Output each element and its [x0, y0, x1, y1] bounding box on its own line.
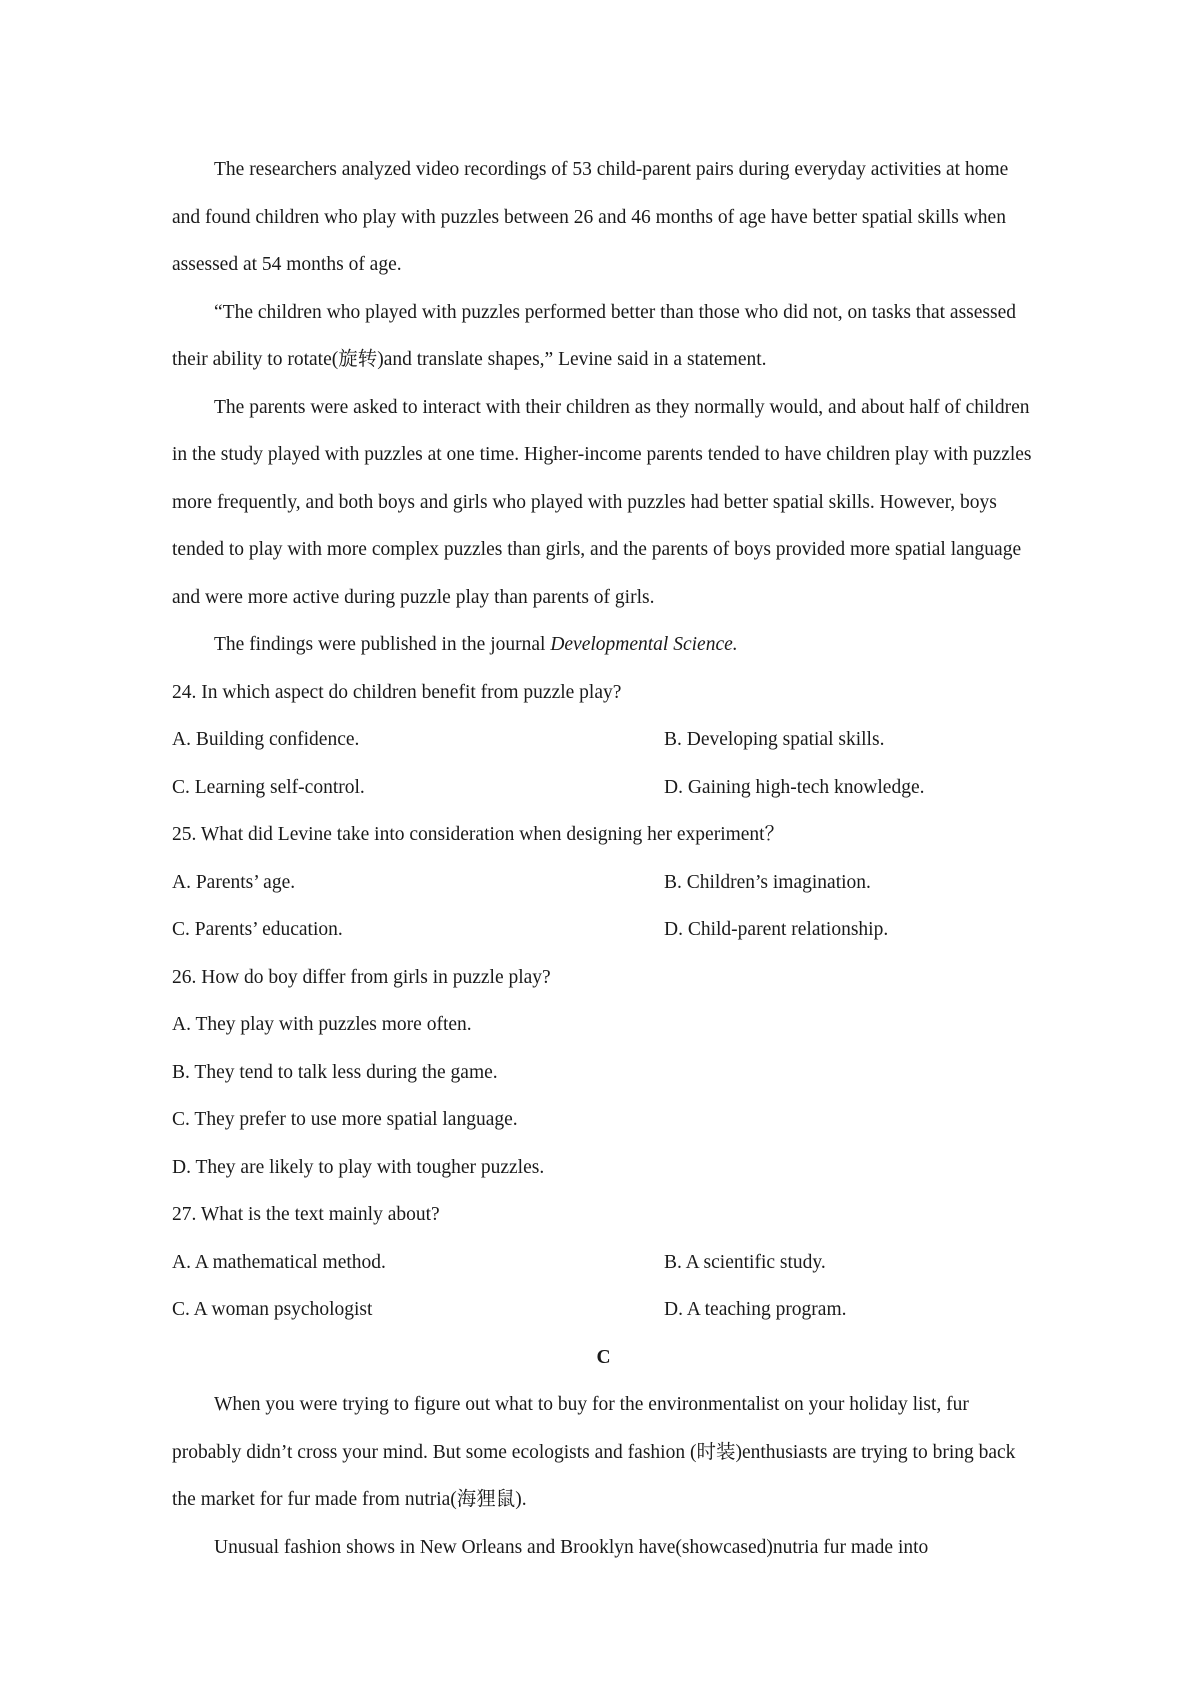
option-b: B. Children’s imagination.: [664, 871, 871, 893]
option-c: C. They prefer to use more spatial language.: [172, 1109, 518, 1130]
option-d: D. A teaching program.: [664, 1299, 847, 1320]
option-a: A. They play with puzzles more often.: [172, 1014, 472, 1035]
passage-paragraph: Unusual fashion shows in New Orleans and Brooklyn have(showcased)nutria fur made into: [214, 1536, 929, 1558]
option-c: C. A woman psychologist: [172, 1299, 373, 1320]
option-d: D. Gaining high-tech knowledge.: [664, 776, 925, 798]
option-b: B. Developing spatial skills.: [664, 729, 885, 750]
option-row: [172, 1239, 1035, 1287]
option-row: [172, 906, 1035, 954]
question-stem: 27. What is the text mainly about?: [172, 1204, 440, 1225]
option-c: C. Learning self-control.: [172, 776, 365, 798]
option-b: B. A scientific study.: [664, 1251, 826, 1273]
passage-paragraph: The researchers analyzed video recordings of 53 child-parent pairs during everyday activities at home and found children who play with puzzles between 26 and 46 months of age have better spatial skills when assessed at 54 months of age.: [172, 159, 1009, 275]
journal-name: Developmental Science.: [550, 634, 738, 655]
option-d: D. They are likely to play with tougher puzzles.: [172, 1156, 545, 1178]
option-row: [172, 716, 1035, 764]
option-c: C. Parents’ education.: [172, 919, 343, 940]
option-row: [172, 1286, 1035, 1334]
question-stem: 25. What did Levine take into consideration when designing her experiment？: [172, 824, 785, 845]
citation-text: The findings were published in the journal: [214, 634, 551, 655]
question-stem: 26. How do boy differ from girls in puzzle play?: [172, 966, 551, 988]
option-a: A. Parents’ age.: [172, 871, 296, 893]
passage-paragraph: [172, 621, 1035, 669]
option-a: A. Building confidence.: [172, 729, 360, 750]
passage-paragraph: The parents were asked to interact with their children as they normally would, and about half of children in the study played with puzzles at one time. Higher-income parents tended to have children play with puzzles more frequently, and both boys and girls who played with puzzles had better spatial skills. However, boys tended to play with more complex puzzles than girls, and the parents of boys provided more spatial language and were more active during puzzle play than parents of girls.: [172, 396, 1032, 608]
option-row: [172, 859, 1035, 907]
option-row: [172, 764, 1035, 812]
option-a: A. A mathematical method.: [172, 1251, 386, 1273]
option-b: B. They tend to talk less during the game.: [172, 1061, 498, 1083]
question-stem: 24. In which aspect do children benefit from puzzle play?: [172, 681, 622, 703]
option-d: D. Child-parent relationship.: [664, 919, 889, 940]
section-heading: C: [596, 1346, 611, 1368]
passage-paragraph: “The children who played with puzzles performed better than those who did not, on tasks that assessed their ability to rotate(旋转)and translate shapes,” Levine said in a statement.: [172, 301, 1016, 370]
passage-paragraph: When you were trying to figure out what to buy for the environmentalist on your holiday list, fur probably didn’t cross your mind. But some ecologists and fashion (时装)enthusiasts are trying to bring back the market for fur made from nutria(海狸鼠).: [172, 1394, 1016, 1510]
